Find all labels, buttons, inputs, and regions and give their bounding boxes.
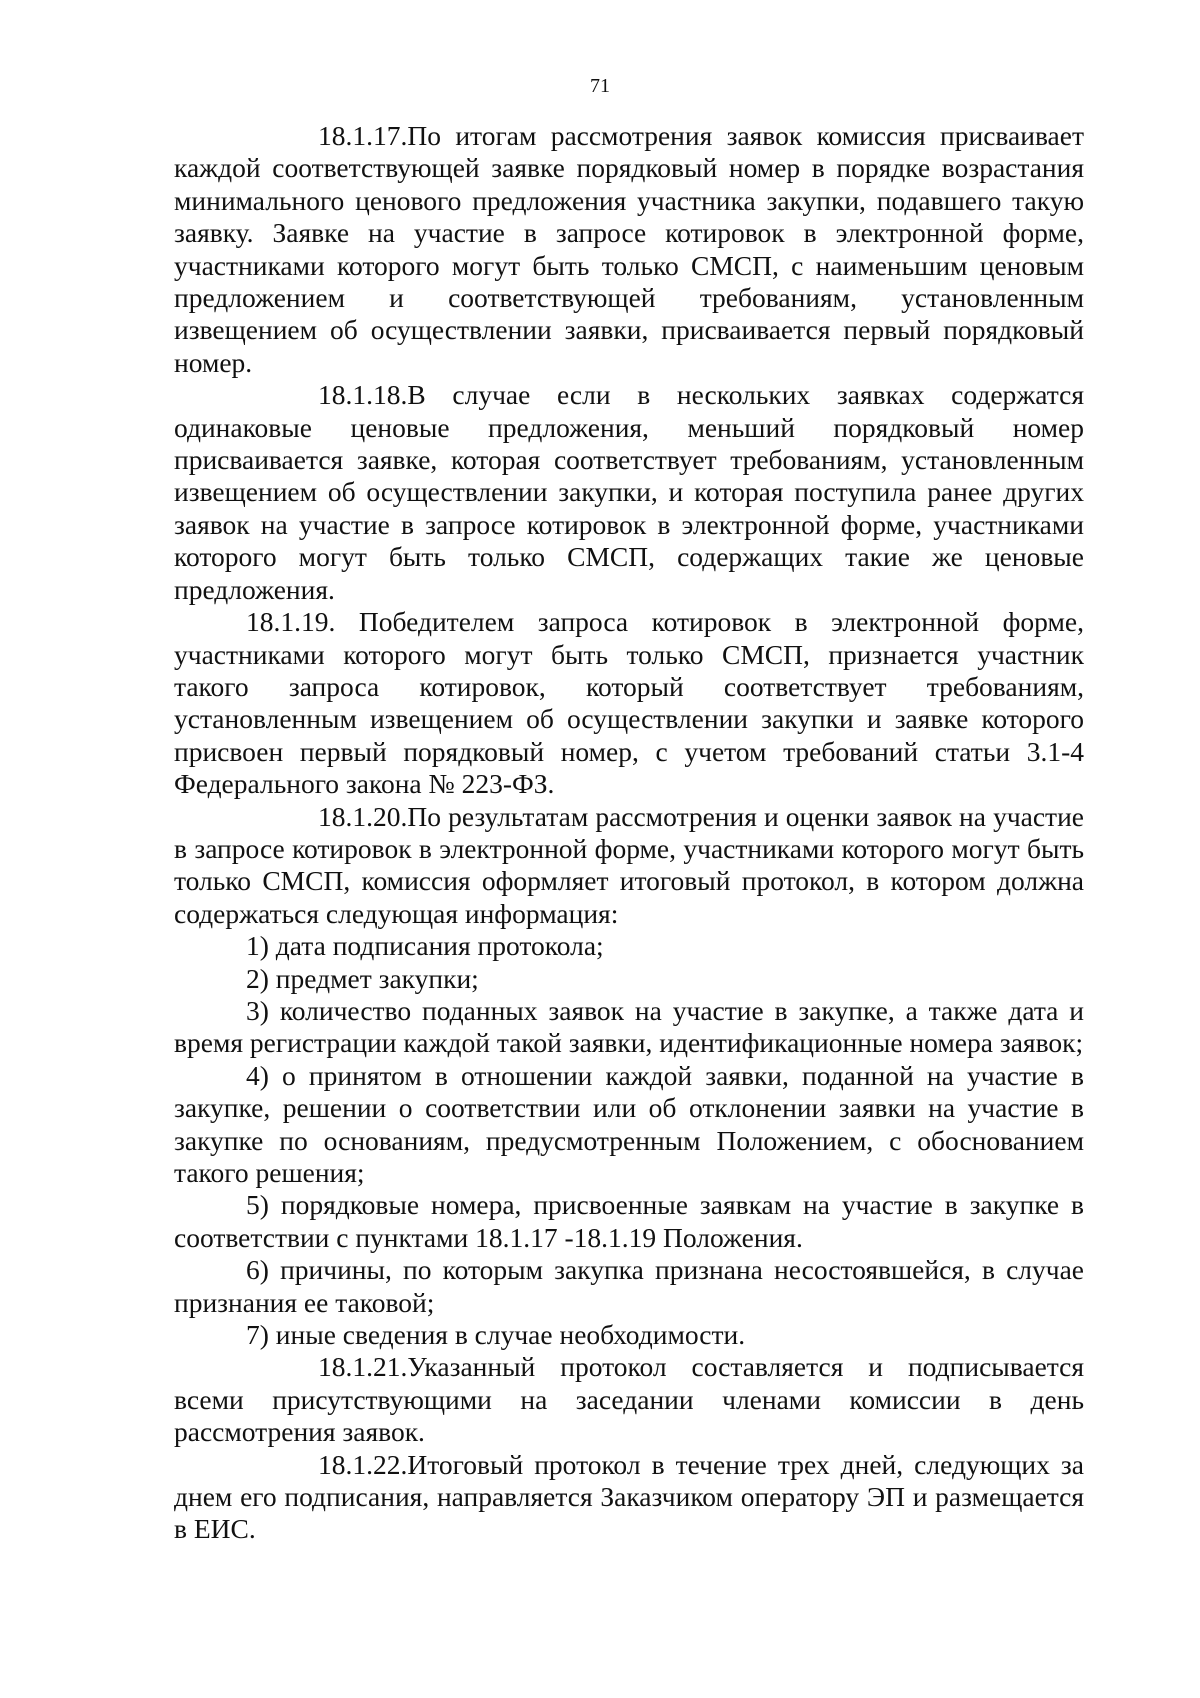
clause-number: 18.1.17. bbox=[318, 120, 408, 151]
clause-18-1-22 bbox=[174, 1449, 1084, 1546]
list-item-number: 5) bbox=[246, 1189, 269, 1221]
list-item bbox=[174, 1060, 1084, 1190]
list-item-number: 3) bbox=[246, 994, 269, 1026]
clause-text: По результатам рассмотрения и оценки заявок на участие в запросе котировок в электронной форме, участниками которого могут быть только СМСП, комиссия оформляет итоговый протокол, в котором должна содержаться следующая информация: bbox=[174, 800, 1084, 929]
list-item bbox=[174, 1254, 1084, 1319]
document-body bbox=[174, 120, 1084, 1546]
clause-18-1-20 bbox=[174, 801, 1084, 931]
list-item-text: о принятом в отношении каждой заявки, поданной на участие в закупке, решении о соответствии или об отклонении заявки на участие в закупке по основаниям, предусмотренным Положением, с обоснованием такого решения; bbox=[174, 1059, 1084, 1188]
list-item-text: предмет закупки; bbox=[275, 962, 479, 994]
clause-text: Итоговый протокол в течение трех дней, следующих за днем его подписания, направляется Заказчиком оператору ЭП и размещается в ЕИС. bbox=[174, 1448, 1084, 1545]
clause-text: Указанный протокол составляется и подписывается всеми присутствующими на заседании членами комиссии в день рассмотрения заявок. bbox=[174, 1351, 1084, 1448]
list-item-number: 7) bbox=[246, 1319, 269, 1351]
page-number: 71 bbox=[590, 75, 610, 97]
clause-18-1-17 bbox=[174, 120, 1084, 379]
list-item-number: 2) bbox=[246, 962, 269, 994]
clause-18-1-18 bbox=[174, 379, 1084, 606]
clause-text: По итогам рассмотрения заявок комиссия присваивает каждой соответствующей заявке порядковый номер в порядке возрастания минимального ценового предложения участника закупки, подавшего такую заявку. Заявке на участие в запросе котировок в электронной форме, участниками которого могут быть только СМСП, с наименьшим ценовым предложением и соответствующей требованиям, установленным извещением об осуществлении заявки, присваивается первый порядковый номер. bbox=[174, 120, 1084, 378]
list-item-text: причины, по которым закупка признана несостоявшейся, в случае признания ее таковой; bbox=[174, 1254, 1085, 1318]
clause-number: 18.1.19. bbox=[246, 606, 336, 638]
clause-number: 18.1.21. bbox=[318, 1351, 408, 1383]
clause-text: Победителем запроса котировок в электронной форме, участниками которого могут быть только СМСП, признается участник такого запроса котировок, который соответствует требованиям, установленным извещением об осуществлении закупки и заявке которого присвоен первый порядковый номер, с учетом требований статьи 3.1-4 Федерального закона № 223-ФЗ. bbox=[174, 606, 1084, 800]
clause-number: 18.1.20. bbox=[318, 800, 408, 832]
list-item bbox=[174, 930, 1084, 962]
clause-18-1-21 bbox=[174, 1351, 1084, 1448]
clause-text: В случае если в нескольких заявках содержатся одинаковые ценовые предложения, меньший порядковый номер присваивается заявке, которая соответствует требованиям, установленным извещением об осуществлении закупки, и которая поступила ранее других заявок на участие в запросе котировок в электронной форме, участниками которого могут быть только СМСП, содержащих такие же ценовые предложения. bbox=[174, 379, 1084, 605]
list-item-text: порядковые номера, присвоенные заявкам на участие в закупке в соответствии с пунктами 18.1.17 -18.1.19 Положения. bbox=[174, 1189, 1084, 1253]
list-item bbox=[174, 995, 1084, 1060]
list-item bbox=[174, 963, 1084, 995]
list-item bbox=[174, 1319, 1084, 1351]
clause-number: 18.1.22. bbox=[318, 1448, 408, 1480]
list-item-text: количество поданных заявок на участие в закупке, а также дата и время регистрации каждой такой заявки, идентификационные номера заявок; bbox=[174, 994, 1084, 1059]
list-item-number: 4) bbox=[246, 1059, 269, 1091]
clause-number: 18.1.18. bbox=[318, 379, 408, 411]
list-item-number: 1) bbox=[246, 930, 269, 962]
list-item-text: иные сведения в случае необходимости. bbox=[275, 1319, 746, 1351]
list-item bbox=[174, 1189, 1084, 1254]
list-item-number: 6) bbox=[246, 1254, 269, 1286]
list-item-text: дата подписания протокола; bbox=[275, 930, 604, 962]
clause-18-1-19 bbox=[174, 606, 1084, 800]
